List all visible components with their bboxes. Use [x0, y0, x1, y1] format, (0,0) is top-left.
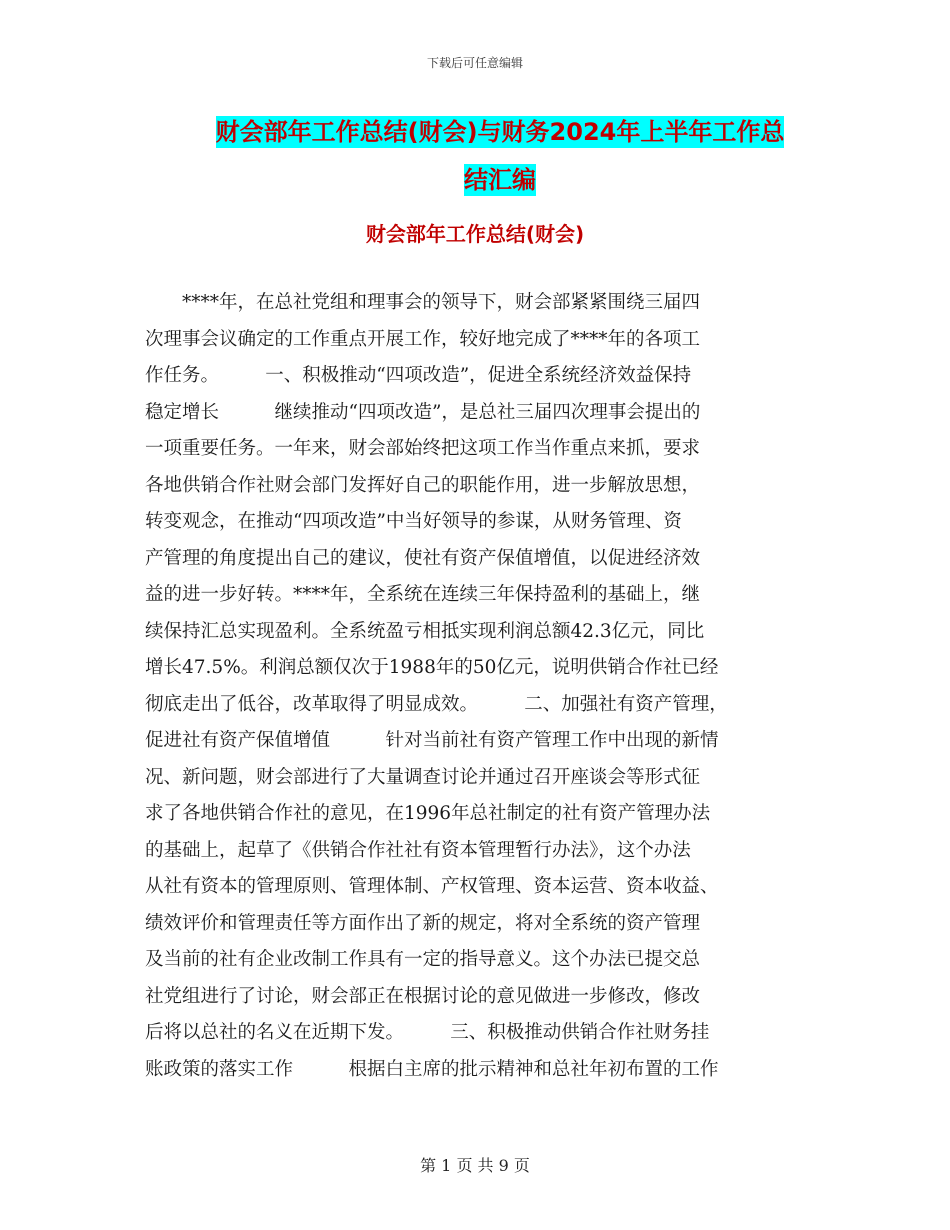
document-title-line-1: 财会部年工作总结(财会)与财务2024年上半年工作总: [215, 118, 785, 146]
body-line: 绩效评价和管理责任等方面作出了新的规定，将对全系统的资产管理: [145, 912, 701, 934]
body-line: 促进社有资产保值增值 针对当前社有资产管理工作中出现的新情: [145, 730, 719, 751]
body-line: 一项重要任务。一年来，财会部始终把这项工作当作重点来抓，要求: [145, 438, 701, 459]
body-line: 转变观念，在推动“四项改造”中当好领导的参谋，从财务管理、资: [145, 511, 682, 532]
body-line: 稳定增长 继续推动“四项改造”，是总社三届四次理事会提出的: [145, 401, 701, 423]
document-title: [150, 108, 850, 204]
body-line: 续保持汇总实现盈利。全系统盈亏相抵实现利润总额42.3亿元，同比: [145, 620, 705, 642]
body-line: 各地供销合作社财会部门发挥好自己的职能作用，进一步解放思想，: [145, 474, 701, 496]
body-line: 的基础上，起草了《供销合作社社有资本管理暂行办法》，这个办法: [145, 839, 691, 861]
header-note: 下载后可任意编辑: [426, 56, 523, 70]
body-line: 后将以总社的名义在近期下发。 三、积极推动供销合作社财务挂: [145, 1022, 710, 1043]
body-text: [145, 285, 810, 1088]
section-title: 财会部年工作总结(财会): [365, 222, 585, 246]
body-line: 及当前的社有企业改制工作具有一定的指导意义。这个办法已提交总: [145, 949, 701, 970]
body-line: 产管理的角度提出自己的建议，使社有资产保值增值，以促进经济效: [145, 547, 701, 569]
document-title-line-2: 结汇编: [464, 166, 536, 194]
body-line: 次理事会议确定的工作重点开展工作，较好地完成了****年的各项工: [145, 328, 701, 350]
body-line: 增长47.5%。利润总额仅次于1988年的50亿元，说明供销合作社已经: [145, 657, 719, 678]
body-line: 求了各地供销合作社的意见，在1996年总社制定的社有资产管理办法: [145, 803, 711, 824]
body-line: 况、新问题，财会部进行了大量调查讨论并通过召开座谈会等形式征: [145, 766, 701, 788]
body-line: 社党组进行了讨论，财会部正在根据讨论的意见做进一步修改，修改: [145, 985, 701, 1007]
page-footer: 第 1 页 共 9 页: [420, 1156, 530, 1175]
body-line: 账政策的落实工作 根据白主席的批示精神和总社年初布置的工作: [145, 1058, 719, 1080]
body-line: 从社有资本的管理原则、管理体制、产权管理、资本运营、资本收益、: [145, 876, 719, 897]
body-line: 益的进一步好转。****年，全系统在连续三年保持盈利的基础上，继: [145, 584, 701, 605]
body-line: ****年，在总社党组和理事会的领导下，财会部紧紧围绕三届四: [145, 292, 701, 313]
body-line: 作任务。 一、积极推动“四项改造”，促进全系统经济效益保持: [145, 365, 692, 386]
body-line: 彻底走出了低谷，改革取得了明显成效。 二、加强社有资产管理，: [145, 693, 728, 715]
